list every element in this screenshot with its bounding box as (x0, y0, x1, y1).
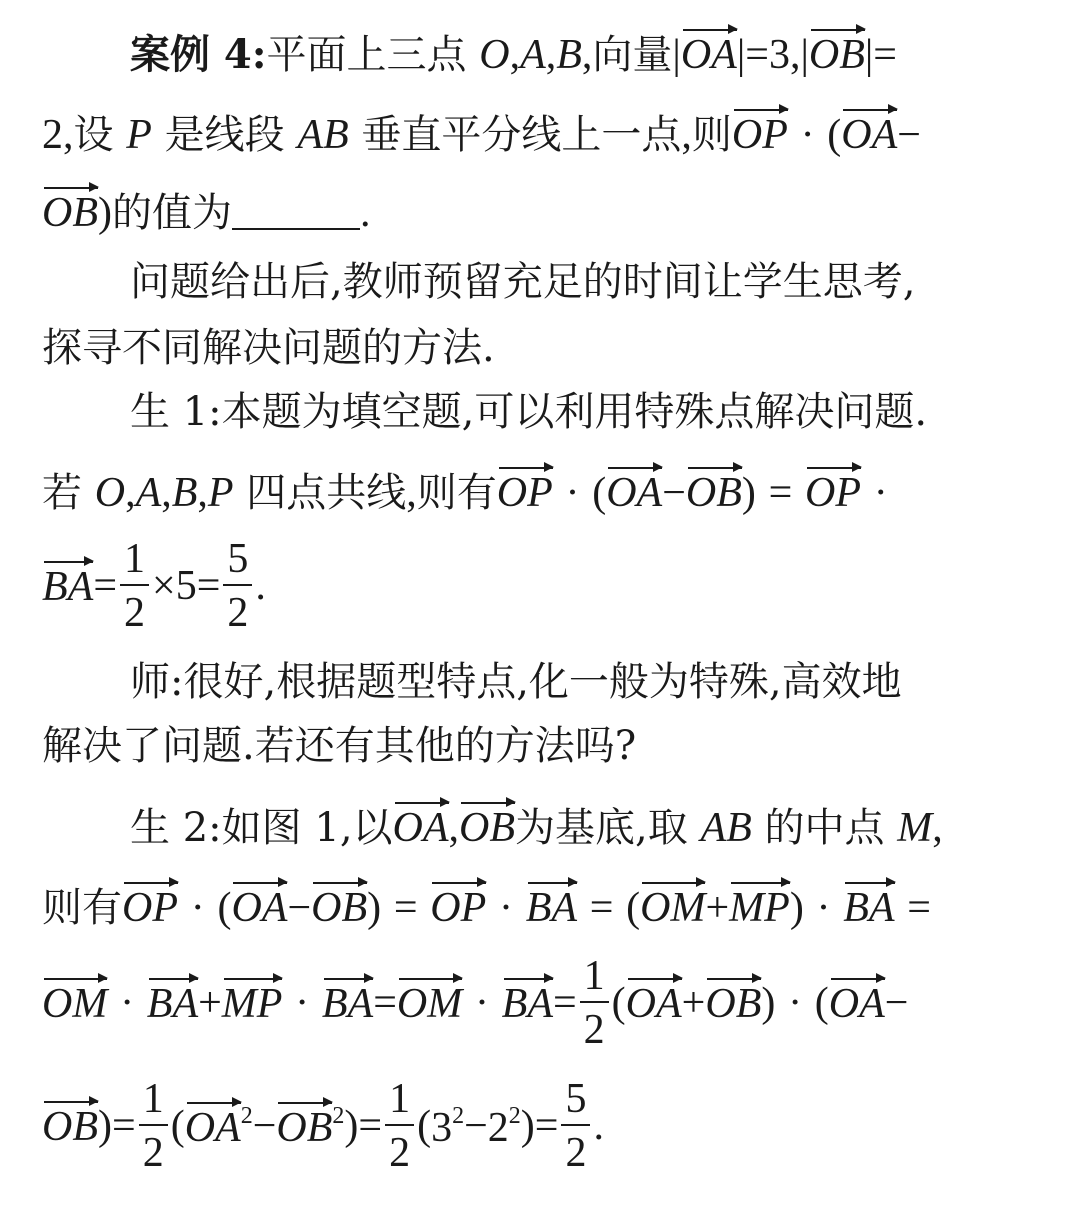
line-4: 问题给出后,教师预留充足的时间让学生思考, (130, 259, 916, 305)
punct: , (932, 805, 943, 851)
paren: ( (611, 980, 626, 1026)
var: O (184, 1104, 216, 1151)
var: A (422, 805, 449, 851)
op: − (252, 1103, 277, 1149)
op: · (873, 470, 888, 516)
var: B (146, 981, 173, 1027)
var: O (396, 981, 428, 1027)
vector-OA (393, 805, 449, 849)
vector-OP (805, 470, 861, 514)
exponent: 2 (332, 1102, 345, 1129)
var: P (126, 112, 152, 158)
op: · (120, 980, 135, 1026)
vector-OP (497, 470, 553, 514)
vector-OA (829, 981, 885, 1025)
paren: ) (98, 190, 112, 236)
vector-OA (185, 1105, 241, 1149)
var: P (762, 112, 788, 158)
op: = (745, 32, 769, 78)
vector-OM (397, 981, 462, 1025)
vector-OM (42, 981, 107, 1025)
abs-bar: | (672, 32, 681, 78)
var: A (261, 885, 288, 931)
op: − (464, 1103, 488, 1149)
vector-OP (732, 112, 788, 156)
var: P (207, 470, 234, 516)
var: A (527, 981, 553, 1027)
paren: ) (367, 885, 382, 931)
denominator: 2 (227, 590, 249, 636)
denominator: 2 (565, 1130, 587, 1176)
vector-OM (640, 885, 705, 929)
three-squared (431, 1102, 465, 1151)
var: A (868, 885, 895, 931)
op: − (287, 885, 312, 931)
var: B (306, 1104, 333, 1151)
text: 四点共线 (246, 470, 407, 516)
op: = (589, 885, 614, 931)
vector-OB (42, 1104, 98, 1148)
op: · (498, 885, 513, 931)
student-1-label: 生 1 (130, 389, 209, 435)
op: − (884, 980, 909, 1026)
var: B (72, 190, 98, 236)
op: · (474, 980, 489, 1026)
line-3 (42, 190, 371, 234)
var: O (705, 981, 736, 1027)
var: B (843, 885, 869, 931)
punct: . (255, 563, 266, 609)
line-6 (130, 389, 928, 435)
paren: ) (741, 470, 756, 516)
paren: ( (827, 112, 842, 158)
op: = (534, 1103, 559, 1149)
var: P (256, 981, 283, 1027)
answer-blank (232, 198, 360, 230)
vector-OP (430, 885, 486, 929)
var: A (67, 564, 94, 610)
vector-MP (222, 981, 283, 1025)
op: · (565, 470, 580, 516)
var: O (828, 981, 860, 1027)
var: B (321, 981, 348, 1027)
vector-OP (122, 885, 178, 929)
num: 5 (175, 563, 197, 609)
var: B (322, 112, 349, 158)
line-8 (42, 538, 266, 634)
abs-bar: | (736, 32, 746, 78)
var: B (556, 32, 582, 78)
abs-bar: | (864, 32, 874, 78)
op: + (198, 980, 222, 1026)
var: O (808, 32, 840, 78)
vector-OA (231, 885, 287, 929)
paren: ( (814, 980, 829, 1026)
colon: : (251, 31, 267, 78)
line-9: 师:很好,根据题型特点,化一般为特殊,高效地 (130, 659, 902, 705)
var: O (685, 470, 717, 516)
vector-BA (526, 885, 577, 929)
fraction-five-halves (223, 538, 252, 634)
colon: : (208, 389, 222, 435)
var: A (711, 32, 737, 78)
fraction-five-halves (561, 1078, 590, 1174)
var: A (135, 470, 162, 516)
colon: : (208, 805, 222, 851)
line-11 (130, 805, 943, 849)
fraction-half (120, 538, 149, 634)
punct: , (581, 32, 593, 78)
student-2-label: 生 2 (130, 805, 209, 851)
op: − (662, 470, 686, 516)
vector-BA (42, 564, 93, 608)
punct: , (406, 470, 417, 516)
op: = (358, 1103, 383, 1149)
text: 垂直平分线上一点 (361, 112, 682, 158)
text: 的中点 (764, 805, 885, 851)
punct: , (681, 112, 692, 158)
exponent: 2 (240, 1102, 253, 1129)
punct: , (789, 32, 801, 78)
op: · (800, 112, 815, 158)
var: P (764, 885, 790, 931)
op: + (705, 885, 730, 931)
var: M (729, 885, 765, 931)
num: 3 (768, 32, 790, 78)
op: + (681, 980, 706, 1026)
text: 则 (691, 112, 732, 158)
paren: ( (217, 885, 232, 931)
var: B (525, 885, 552, 931)
numerator: 1 (385, 1078, 414, 1126)
paren: ( (626, 885, 641, 931)
vector-OB (459, 805, 515, 849)
text: 则有 (42, 885, 122, 931)
op: = (373, 980, 397, 1026)
var: O (231, 885, 262, 931)
paren: ) (789, 885, 804, 931)
numerator: 5 (223, 538, 252, 586)
vector-BA (502, 981, 553, 1025)
punct: , (161, 470, 172, 516)
punct: , (448, 805, 460, 851)
var: A (700, 805, 727, 851)
var: B (726, 805, 752, 851)
op: = (552, 980, 577, 1026)
denominator: 2 (389, 1130, 411, 1176)
line-7 (42, 470, 888, 514)
denominator: 2 (142, 1130, 164, 1176)
case-label: 案例 4 (130, 31, 252, 78)
var: O (122, 885, 153, 931)
two-squared (487, 1102, 521, 1151)
num: 3 (431, 1104, 453, 1151)
paren: ) (98, 1103, 112, 1149)
var: O (625, 981, 656, 1027)
var: P (460, 885, 487, 931)
op: = (196, 563, 221, 609)
punct: , (63, 112, 74, 158)
paren: ( (417, 1103, 432, 1149)
paren: ) (344, 1103, 359, 1149)
var: M (897, 805, 933, 851)
var: O (731, 112, 763, 158)
var: M (670, 885, 706, 931)
var: O (94, 470, 126, 516)
op: = (873, 32, 897, 78)
denominator: 2 (124, 590, 145, 636)
var: O (430, 885, 461, 931)
var: A (859, 981, 885, 1027)
var: O (311, 885, 342, 931)
line-14 (42, 1078, 604, 1174)
var: P (527, 470, 553, 516)
num: 2 (42, 112, 63, 158)
line-5: 探寻不同解决问题的方法. (42, 325, 495, 371)
segment-AB (297, 112, 348, 158)
text: 设 (73, 112, 114, 158)
op: = (768, 470, 793, 516)
var: M (72, 981, 108, 1027)
var: B (735, 981, 762, 1027)
var: B (501, 981, 528, 1027)
vector-OB (276, 1105, 332, 1149)
op: · (295, 980, 310, 1026)
op: = (393, 885, 418, 931)
var: A (656, 981, 682, 1027)
line-10: 解决了问题.若还有其他的方法吗? (42, 723, 637, 769)
var: P (835, 470, 861, 516)
numerator: 1 (580, 955, 609, 1003)
var: O (805, 470, 836, 516)
fraction-half (580, 955, 609, 1051)
op: − (897, 112, 921, 158)
var: O (42, 1104, 73, 1150)
vector-OA (841, 112, 897, 156)
num: 2 (487, 1104, 509, 1151)
var: B (489, 805, 516, 851)
var: A (215, 1104, 241, 1151)
var: O (479, 32, 510, 78)
var: A (520, 32, 546, 78)
var: A (636, 470, 663, 516)
segment-AB (700, 805, 751, 851)
denominator: 2 (583, 1007, 605, 1053)
punct: . (593, 1103, 604, 1149)
var: O (680, 32, 712, 78)
var: M (427, 981, 463, 1027)
var: A (551, 885, 577, 931)
vector-OB (686, 470, 742, 514)
fraction-half (385, 1078, 414, 1174)
line-1 (130, 32, 897, 76)
paren: ( (592, 470, 607, 516)
op: = (112, 1103, 136, 1149)
text: 本题为填空题,可以利用特殊点解决问题. (221, 389, 928, 435)
punct: , (125, 470, 136, 516)
vector-OB (809, 32, 865, 76)
var: B (341, 885, 368, 931)
vector-OB (42, 190, 98, 234)
var: O (640, 885, 671, 931)
paren: ( (170, 1103, 185, 1149)
vector-BA (322, 981, 373, 1025)
punct: , (545, 32, 557, 78)
exponent: 2 (452, 1102, 465, 1129)
op: · (190, 885, 205, 931)
numerator: 5 (561, 1078, 590, 1126)
var: A (172, 981, 199, 1027)
var: P (152, 885, 178, 931)
paren: ) (520, 1103, 535, 1149)
fraction-half (139, 1078, 168, 1174)
var: O (42, 981, 73, 1027)
op: × (152, 563, 176, 609)
var: O (459, 805, 490, 851)
punct: , (509, 32, 521, 78)
op: · (788, 980, 803, 1026)
text: 是线段 (164, 112, 285, 158)
vector-OA (681, 32, 737, 76)
op: · (816, 885, 831, 931)
var: B (72, 1104, 98, 1150)
vector-BA (843, 885, 894, 929)
var: O (276, 1104, 307, 1151)
text: 的值为 (112, 190, 232, 236)
var: A (297, 112, 323, 158)
text: 向量 (592, 32, 673, 78)
text: 如图 1,以 (221, 805, 393, 851)
op: = (907, 885, 931, 931)
vector-OA (606, 470, 662, 514)
numerator: 1 (120, 538, 149, 586)
var: A (871, 112, 898, 158)
line-2 (42, 112, 921, 156)
var: B (716, 470, 742, 516)
var: O (496, 470, 528, 516)
vector-OA (626, 981, 682, 1025)
var: B (42, 564, 68, 610)
vector-MP (729, 885, 790, 929)
vector-BA (147, 981, 198, 1025)
text: 为基底,取 (515, 805, 688, 851)
vector-OB-squared (276, 1102, 345, 1151)
vector-OB (311, 885, 367, 929)
var: O (606, 470, 637, 516)
abs-bar: | (800, 32, 809, 78)
paren: ) (761, 980, 776, 1026)
var: O (841, 112, 872, 158)
text: 若 (42, 470, 82, 516)
op: = (93, 563, 117, 609)
numerator: 1 (139, 1078, 168, 1126)
var: B (839, 32, 865, 78)
vector-OA-squared (184, 1102, 253, 1151)
var: M (221, 981, 257, 1027)
vector-OB (705, 981, 761, 1025)
var: B (171, 470, 198, 516)
text: 则有 (416, 470, 497, 516)
punct: . (360, 190, 371, 236)
exponent: 2 (508, 1102, 521, 1129)
text: 平面上三点 (266, 32, 467, 78)
line-13 (42, 955, 908, 1051)
var: O (42, 190, 73, 236)
var: A (347, 981, 374, 1027)
punct: , (197, 470, 208, 516)
line-12 (42, 885, 931, 929)
var: O (392, 805, 423, 851)
